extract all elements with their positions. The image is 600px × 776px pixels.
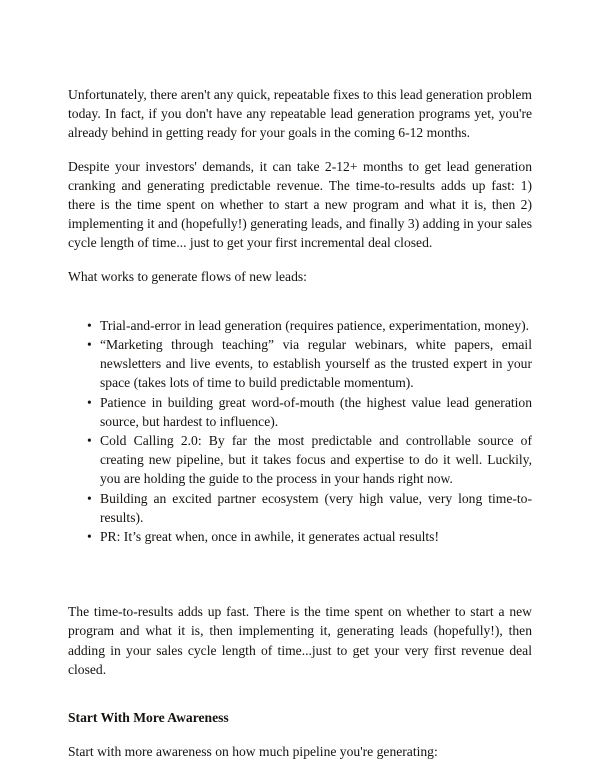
bullet-icon: • bbox=[87, 529, 92, 545]
spacer-after-heading bbox=[68, 727, 532, 742]
list-item-text: Trial-and-error in lead generation (requires patience, experimentation, money). bbox=[100, 317, 530, 333]
bullet-icon: • bbox=[87, 490, 92, 506]
list-item bbox=[68, 527, 532, 546]
bullet-icon: • bbox=[87, 394, 92, 410]
bullet-icon: • bbox=[87, 433, 92, 449]
spacer-after-list bbox=[68, 546, 532, 602]
list-item bbox=[68, 393, 532, 431]
bullet-icon: • bbox=[87, 337, 92, 353]
list-item bbox=[68, 489, 532, 527]
paragraph-intro: Unfortunately, there aren't any quick, repeatable fixes to this lead generation problem today. In fact, if you don't have any repeatable lead generation programs yet, you're already behind in getting ready for your goals in the coming 6-12 months. bbox=[68, 87, 532, 141]
closing-line: Start with more awareness on how much pipeline you're generating: bbox=[68, 744, 438, 760]
paragraph-closing-timeline: The time-to-results adds up fast. There is the time spent on whether to start a new program and what it is, then implementing it, generating leads (hopefully!), then adding in your sales cycle length of time...just to get your very first revenue deal closed. bbox=[68, 604, 532, 677]
paragraph-investor-timeline: Despite your investors' demands, it can take 2-12+ months to get lead generation cranking and generating predictable revenue. The time-to-results adds up fast: 1) there is the time spent on whether to start a new program and what it is, then 2) implementing it and (hopefully!) generating leads, and finally 3) adding in your sales cycle length of time... just to get your first incremental deal closed. bbox=[68, 158, 532, 251]
bullet-icon: • bbox=[87, 317, 92, 333]
list-lead-in: What works to generate flows of new leads: bbox=[68, 268, 307, 284]
spacer-before-heading bbox=[68, 693, 532, 708]
list-item bbox=[68, 335, 532, 393]
list-item-text: Patience in building great word-of-mouth (the highest value lead generation source, but hardest to influence). bbox=[100, 394, 532, 429]
list-item bbox=[68, 431, 532, 489]
list-item bbox=[68, 316, 532, 335]
list-item-text: Cold Calling 2.0: By far the most predictable and controllable source of creating new pipeline, but it takes focus and expertise to do it well. Luckily, you are holding the guide to the process in your hands right now. bbox=[100, 433, 532, 487]
list-item-text: Building an excited partner ecosystem (very high value, very long time-to-results). bbox=[100, 490, 532, 525]
list-item-text: “Marketing through teaching” via regular webinars, white papers, email newsletters and live events, to establish yourself as the trusted expert in your space (takes lots of time to build predictable momentum). bbox=[100, 337, 532, 391]
list-item-text: PR: It’s great when, once in awhile, it generates actual results! bbox=[100, 529, 439, 545]
lead-generation-bullet-list bbox=[68, 316, 532, 546]
section-heading: Start With More Awareness bbox=[68, 710, 229, 726]
text-column bbox=[68, 85, 532, 761]
